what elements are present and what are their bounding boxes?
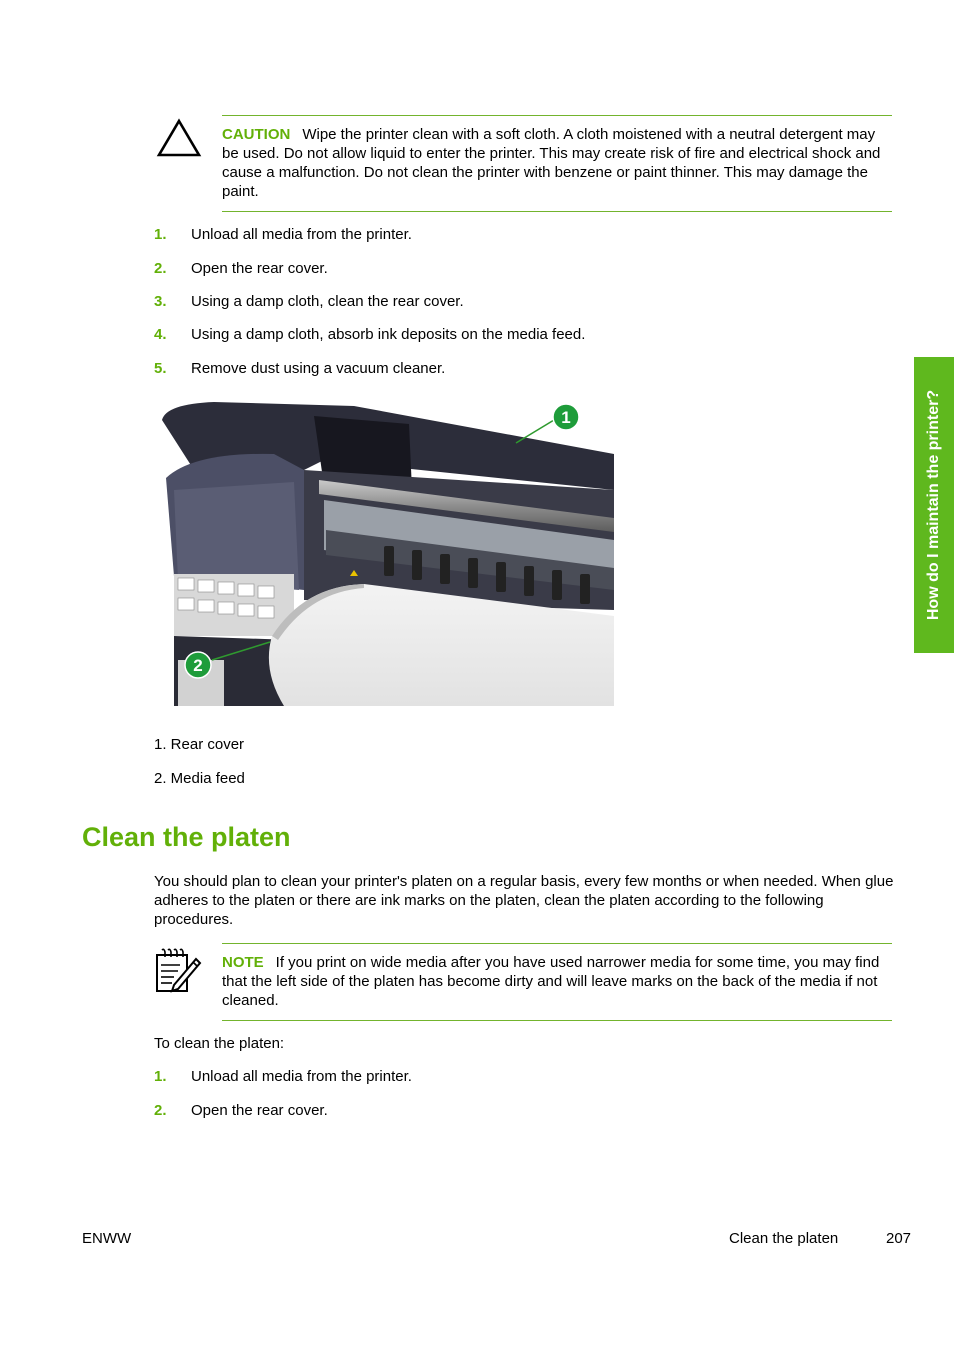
note-icon: [154, 947, 202, 995]
step-text: Using a damp cloth, absorb ink deposits on the media feed.: [191, 326, 586, 343]
caution-icon: [156, 118, 202, 158]
note-top-rule: [222, 943, 892, 944]
figure-caption: 2. Media feed: [154, 770, 245, 787]
step-number: 1.: [154, 226, 167, 243]
step-text: Using a damp cloth, clean the rear cover.: [191, 293, 464, 310]
section-title: Clean the platen: [82, 822, 291, 852]
callout-2: 2: [193, 656, 203, 675]
step-text: Remove dust using a vacuum cleaner.: [191, 360, 446, 377]
footer-page-number: 207: [886, 1230, 912, 1247]
footer-section-title: Clean the platen: [729, 1230, 839, 1247]
caution-label: CAUTION: [222, 126, 291, 143]
step-number: 5.: [154, 360, 167, 377]
step-text: Unload all media from the printer.: [191, 1068, 412, 1085]
step-text: Open the rear cover.: [191, 1102, 328, 1119]
caution-body: Wipe the printer clean with a soft cloth. A cloth moistened with a neutral detergent may be used. Do not allow liquid to enter the printer. This may create risk of fire and electrical shock and cause a malfunction. Do not clean the printer with benzene or paint thinner. This may damage the paint.: [222, 126, 881, 200]
chapter-side-tab-label: How do I maintain the printer?: [925, 389, 942, 621]
step-number: 2.: [154, 1102, 167, 1119]
callout-1: 1: [561, 408, 571, 427]
note-label: NOTE: [222, 954, 264, 971]
section-intro: You should plan to clean your printer's platen on a regular basis, every few months or when needed. When glue adheres to the platen or there are ink marks on the platen, clean the platen according to the following procedures.: [154, 873, 894, 928]
figure-caption: 1. Rear cover: [154, 736, 245, 753]
caution-top-rule: [222, 115, 892, 116]
note-text: [222, 953, 894, 1010]
caution-text: [222, 125, 894, 201]
step-number: 1.: [154, 1068, 167, 1085]
step-text: Open the rear cover.: [191, 260, 328, 277]
footer-left: ENWW: [82, 1230, 132, 1247]
printer-illustration: [154, 390, 614, 706]
step-number: 3.: [154, 293, 167, 310]
caution-bottom-rule: [222, 211, 892, 212]
platen-lead: To clean the platen:: [154, 1035, 285, 1052]
step-number: 4.: [154, 326, 167, 343]
note-bottom-rule: [222, 1020, 892, 1021]
step-number: 2.: [154, 260, 167, 277]
note-body: If you print on wide media after you have used narrower media for some time, you may find that the left side of the platen has become dirty and will leave marks on the back of the media if not cleaned.: [222, 954, 880, 1009]
step-text: Unload all media from the printer.: [191, 226, 412, 243]
chapter-side-tab: [914, 357, 954, 653]
